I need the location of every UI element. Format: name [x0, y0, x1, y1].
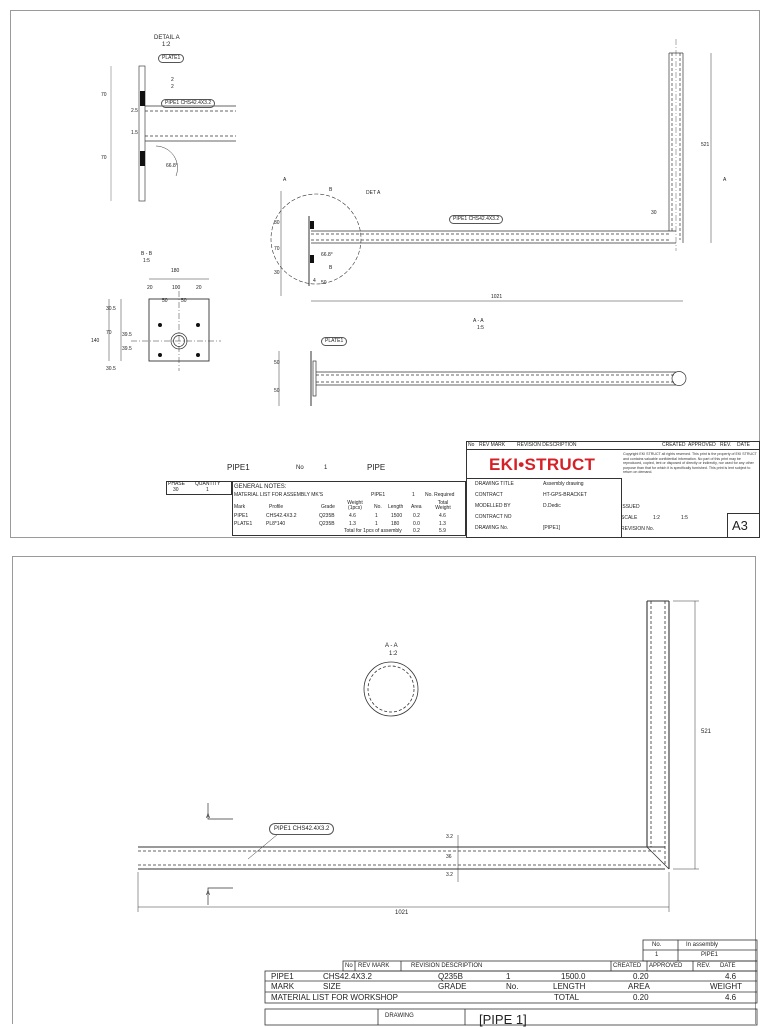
dim-text: 521 — [701, 142, 710, 148]
parts-col-header: AREA — [628, 982, 650, 991]
section-marker: B — [329, 187, 333, 193]
material-col-header: Grade — [321, 504, 335, 510]
workshop-total-weight: 4.6 — [725, 993, 737, 1002]
dim-text: 36 — [446, 854, 452, 860]
dim-text: 39.5 — [122, 346, 132, 352]
revision-col-approved: APPROVED — [649, 963, 683, 969]
title-row-value: D.Dedic — [543, 503, 561, 509]
assembly-drawing-sheet — [10, 10, 760, 538]
title-row-label: DRAWING TITLE — [475, 481, 514, 487]
workshop-total-label: TOTAL — [554, 993, 580, 1002]
revision-col-date: DATE — [720, 963, 736, 969]
detail-a-scale: 1:2 — [162, 42, 171, 48]
revision-col-description: REVISION DESCRIPTION — [411, 963, 483, 969]
company-logo: EKI•STRUCT — [489, 455, 596, 474]
material-cell: 1 — [375, 521, 378, 527]
quantity-value: 1 — [206, 487, 209, 493]
detail-callout: DET A — [366, 190, 381, 196]
material-cell: PIPE1 — [234, 513, 249, 519]
material-col-header: Length — [388, 504, 404, 510]
title-row-label: MODELLED BY — [475, 503, 511, 509]
dim-text: 50 — [162, 298, 168, 304]
title-row-value: [PIPE1] — [543, 525, 560, 531]
paper-size: A3 — [732, 518, 748, 533]
assembly-no-label: No — [296, 465, 304, 471]
parts-cell: PIPE1 — [271, 972, 294, 981]
drawing-label: DRAWING — [385, 1013, 414, 1019]
dim-text: 70 — [101, 92, 107, 98]
revision-no-label: REVISION No. — [621, 526, 655, 532]
dim-text: 1021 — [395, 910, 409, 916]
material-total-label: Total for 1pcs of assembly — [344, 528, 402, 534]
dim-text: 2.5 — [131, 108, 138, 114]
revision-col-date: DATE — [737, 442, 750, 448]
drawing-number: [PIPE 1] — [479, 1012, 527, 1027]
issued-label: ISSUED — [621, 504, 640, 510]
dim-text: 2 — [171, 77, 174, 83]
copyright-notice: Copyright EKI STRUCT all rights reserved. This print is the property of EKI STRUCT and contains valuable confidential information. No part of this print may be reproduced, copied, lent or disposed of directly or indirectly, nor used for any other purpose than that for which it is specifically furnished. This print is lent subject to return on demand. — [623, 452, 757, 474]
parts-cell: 1 — [506, 972, 511, 981]
general-notes: GENERAL NOTES: — [234, 484, 287, 490]
scale-label: SCALE — [621, 515, 638, 521]
material-cell: 1500 — [391, 513, 403, 519]
title-row-label: DRAWING No. — [475, 525, 509, 531]
parts-cell: CHS42.4X3.2 — [323, 972, 372, 981]
dim-text: 30 — [274, 220, 280, 226]
title-row-value: Assembly drawing — [543, 481, 584, 487]
section-bb-title: B - B — [141, 251, 153, 257]
assembly-type: PIPE — [367, 463, 386, 472]
dim-text: 30 — [651, 210, 657, 216]
section-aa-title: A - A — [473, 318, 484, 324]
title-row-label: CONTRACT NO — [475, 514, 512, 520]
dim-text: 4 — [313, 278, 316, 284]
assembly-name: PIPE1 — [227, 463, 250, 472]
dim-text: 20 — [147, 285, 153, 291]
revision-col-approved: APPROVED — [688, 442, 716, 448]
section-aa-scale: 1:5 — [477, 325, 484, 331]
material-list-assembly: PIPE1 — [371, 492, 386, 498]
dim-text: 30.5 — [106, 366, 116, 372]
dim-text: 180 — [171, 268, 180, 274]
section-bb-scale: 1:5 — [143, 258, 150, 264]
dim-text: 1021 — [491, 294, 503, 300]
detail-a-title: DETAIL A — [154, 35, 180, 41]
scale-value: 1:2 — [653, 515, 660, 521]
section-marker: A — [283, 177, 287, 183]
revision-col-description: REVISION DESCRIPTION — [517, 442, 577, 448]
phase-value: 30 — [173, 487, 179, 493]
title-row-value: HT-GPS-BRACKET — [543, 492, 587, 498]
assembly-no-value: 1 — [655, 952, 659, 958]
dim-text: 3.2 — [446, 872, 453, 878]
dim-text: 20 — [196, 285, 202, 291]
dim-text: 140 — [91, 338, 100, 344]
parts-cell: 0.20 — [633, 972, 649, 981]
material-cell: Q235B — [319, 521, 335, 527]
workshop-drawing-sheet — [12, 556, 756, 1027]
material-list-title: MATERIAL LIST FOR ASSEMBLY MK'S — [234, 492, 324, 498]
in-assembly-label: In assembly — [686, 942, 719, 948]
material-col-header: No. — [374, 504, 382, 510]
assembly-no-label: No. — [652, 942, 662, 948]
parts-col-header: No. — [506, 982, 519, 991]
dim-text: 1.5 — [131, 130, 138, 136]
revision-col-mark: REV MARK — [479, 442, 506, 448]
workshop-title: MATERIAL LIST FOR WORKSHOP — [271, 993, 398, 1002]
section-marker: A — [723, 177, 727, 183]
scale-value: 1:5 — [681, 515, 688, 521]
material-cell: 180 — [391, 521, 400, 527]
revision-col-rev: REV. — [697, 963, 711, 969]
material-cell: 1.3 — [349, 521, 356, 527]
material-col-header: Area — [411, 504, 422, 510]
parts-col-header: SIZE — [323, 982, 341, 991]
revision-col-created: CREATED — [613, 963, 642, 969]
dim-text: 50 — [321, 280, 327, 286]
workshop-total-area: 0.20 — [633, 993, 649, 1002]
phase-label: PHASE — [168, 481, 185, 487]
material-cell: 0.2 — [413, 513, 420, 519]
revision-col-no: No — [345, 963, 353, 969]
pipe-label: PIPE1 CHS42.4X3.2 — [449, 215, 503, 224]
revision-col-created: CREATED — [662, 442, 686, 448]
dim-text: 521 — [701, 729, 712, 735]
plate-label: PLATE1 — [158, 54, 184, 63]
dim-text: 50 — [274, 360, 280, 366]
dim-text: 66.8° — [321, 252, 333, 258]
dim-text: 30.5 — [106, 306, 116, 312]
material-list-required-label: No. Required — [425, 492, 455, 498]
dim-text: 70 — [274, 246, 280, 252]
parts-col-header: WEIGHT — [710, 982, 742, 991]
material-list-required-count: 1 — [412, 492, 415, 498]
material-col-header: Total Weight — [435, 500, 451, 511]
parts-col-header: LENGTH — [553, 982, 586, 991]
dim-text: 3.2 — [446, 834, 453, 840]
parts-col-header: GRADE — [438, 982, 467, 991]
material-col-header: Weight (1pcs) — [347, 500, 363, 511]
parts-col-header: MARK — [271, 982, 295, 991]
material-cell: CHS42.4X3.2 — [266, 513, 297, 519]
dim-text: 39.5 — [122, 332, 132, 338]
material-cell: 4.6 — [349, 513, 356, 519]
section-marker: B — [329, 265, 333, 271]
material-cell: 0.0 — [413, 521, 420, 527]
dim-text: 2 — [171, 84, 174, 90]
dim-text: 50 — [181, 298, 187, 304]
section-marker: A — [206, 891, 211, 897]
parts-cell: 4.6 — [725, 972, 737, 981]
material-cell: PLATE1 — [234, 521, 253, 527]
section-marker: A — [206, 814, 211, 820]
section-aa-title: A - A — [385, 643, 398, 649]
material-total-area: 0.2 — [413, 528, 420, 534]
plate-label: PLATE1 — [321, 337, 347, 346]
material-col-header: Profile — [269, 504, 284, 510]
dim-text: 100 — [172, 285, 181, 291]
dim-text: 70 — [101, 155, 107, 161]
parts-cell: Q235B — [438, 972, 463, 981]
dim-text: 70 — [106, 330, 112, 336]
assembly-no-value: 1 — [324, 465, 328, 471]
sheet2-linework — [13, 557, 757, 1025]
parts-cell: 1500.0 — [561, 972, 586, 981]
material-cell: Q235B — [319, 513, 335, 519]
quantity-label: QUANTITY — [195, 481, 221, 487]
pipe-label: PIPE1 CHS42.4X3.2 — [161, 99, 215, 108]
material-cell: 1 — [375, 513, 378, 519]
dim-text: 50 — [274, 388, 280, 394]
pipe-label: PIPE1 CHS42.4X3.2 — [269, 823, 334, 835]
material-cell: 1.3 — [439, 521, 446, 527]
dim-text: 30 — [274, 270, 280, 276]
section-aa-scale: 1:2 — [389, 651, 398, 657]
title-row-label: CONTRACT — [475, 492, 503, 498]
material-col-header: Mark — [234, 504, 246, 510]
dim-text: 66.8° — [166, 163, 178, 169]
material-cell: 4.6 — [439, 513, 446, 519]
revision-col-mark: REV MARK — [358, 963, 390, 969]
revision-col-rev: REV. — [720, 442, 732, 448]
assembly-name: PIPE1 — [701, 952, 719, 958]
revision-col-no: No — [468, 442, 475, 448]
material-total-weight: 5.9 — [439, 528, 446, 534]
material-cell: PL8*140 — [266, 521, 286, 527]
